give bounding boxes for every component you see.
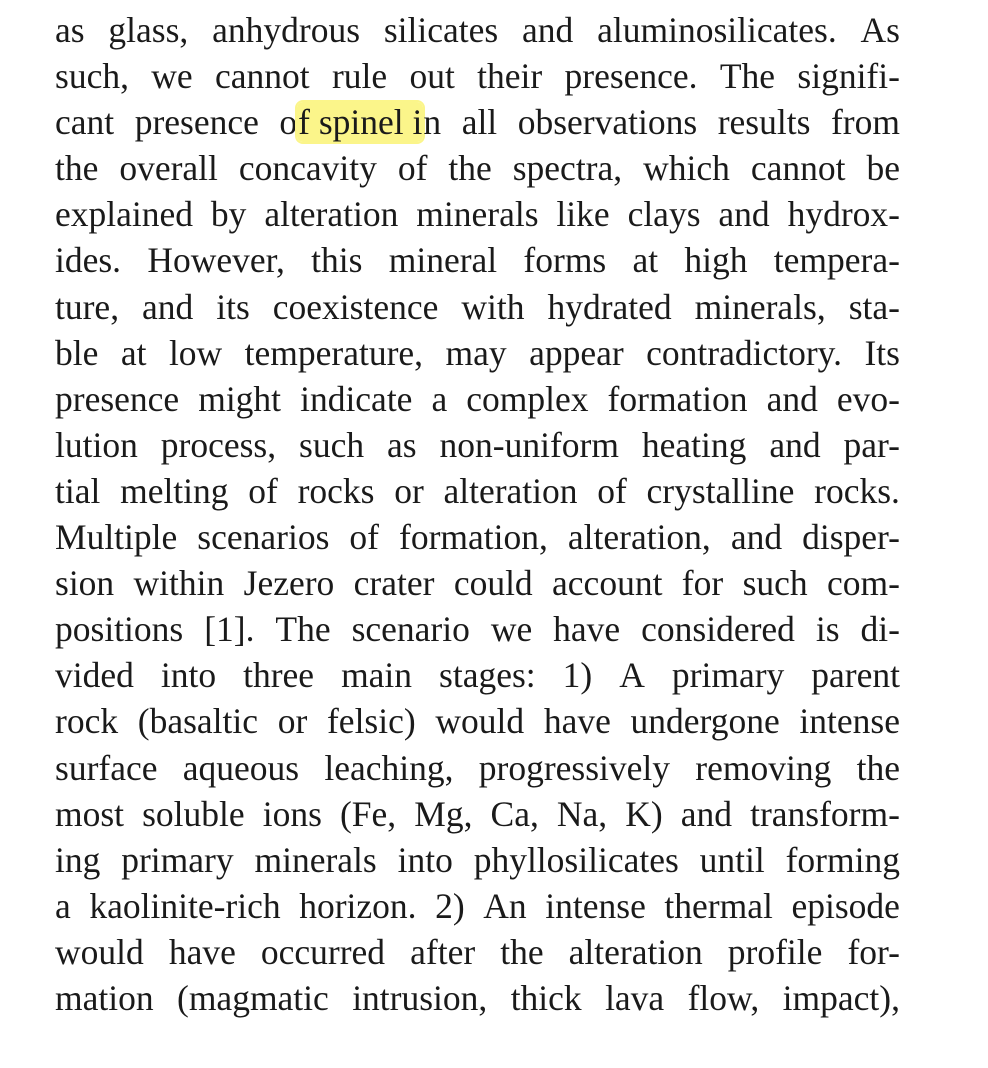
text-line: ble at low temperature, may appear contradictory. Its — [55, 332, 900, 373]
text-line: most soluble ions (Fe, Mg, Ca, Na, K) and transform- — [55, 793, 900, 834]
text-line: the overall concavity of the spectra, which cannot be — [55, 148, 900, 189]
text-line: vided into three main stages: 1) A primary parent — [55, 655, 900, 696]
text-line: ture, and its coexistence with hydrated minerals, sta- — [55, 286, 900, 327]
text-highlight: f spinel i — [298, 102, 423, 143]
text-line: rock (basaltic or felsic) would have undergone intense — [55, 701, 900, 742]
text-line: surface aqueous leaching, progressively removing the — [55, 747, 900, 788]
text-line: tial melting of rocks or alteration of crystalline rocks. — [55, 470, 900, 511]
text-line: positions [1]. The scenario we have considered is di- — [55, 609, 900, 650]
body-paragraph — [55, 7, 900, 1021]
text-line: sion within Jezero crater could account for such com- — [55, 563, 900, 604]
text-line: Multiple scenarios of formation, alteration, and disper- — [55, 517, 900, 558]
text-line: as glass, anhydrous silicates and aluminosilicates. As — [55, 10, 900, 50]
text-line: explained by alteration minerals like clays and hydrox- — [55, 194, 900, 235]
text-line: mation (magmatic intrusion, thick lava flow, impact), — [55, 977, 900, 1018]
text-line: cant presence of spinel in all observations results from — [55, 99, 900, 145]
text-line: lution process, such as non-uniform heating and par- — [55, 424, 900, 465]
text-line: ides. However, this mineral forms at high tempera- — [55, 240, 900, 281]
text-line: would have occurred after the alteration profile for- — [55, 931, 900, 972]
text-line: presence might indicate a complex formation and evo- — [55, 378, 900, 419]
text-line: such, we cannot rule out their presence. The signifi- — [55, 56, 900, 97]
text-line: ing primary minerals into phyllosilicates until forming — [55, 839, 900, 880]
highlighted-phrase: of spinel in — [279, 102, 442, 143]
text-line: a kaolinite-rich horizon. 2) An intense thermal episode — [55, 885, 900, 926]
